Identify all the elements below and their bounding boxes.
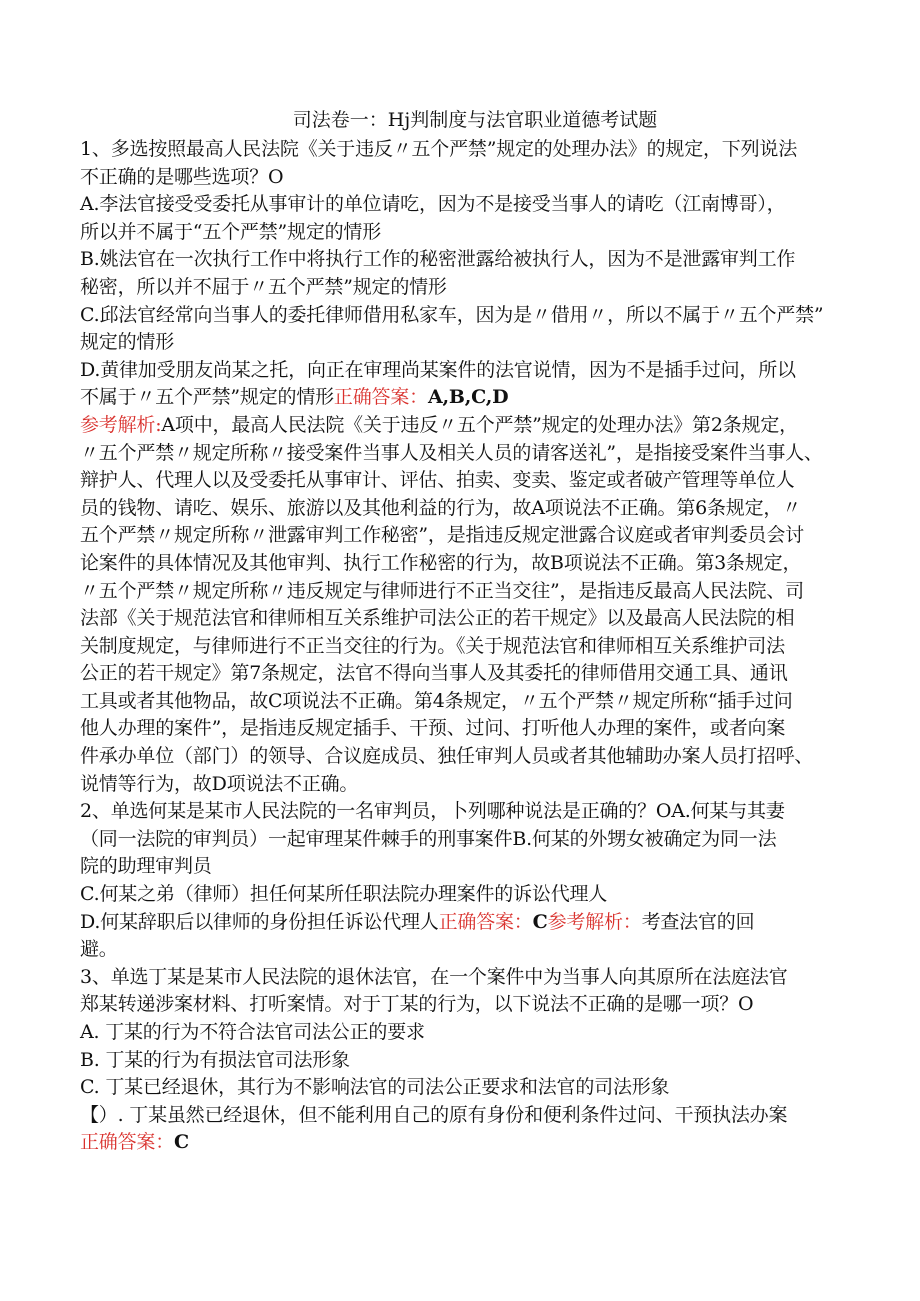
question-1-option-b-line-1: B.姚法官在一次执行工作中将执行工作的秘密泄露给被执行人，因为不是泄露审判工作	[80, 248, 796, 271]
question-1-explanation-text: A项中，最高人民法院《关于违反〃五个严禁”规定的处理办法》第2条规定，	[161, 413, 798, 436]
question-3-answer-line	[80, 1129, 850, 1157]
question-2-explanation-text: 考查法官的回	[641, 910, 755, 933]
question-1-explanation-line-2: 〃五个严禁〃规定所称〃接受案件当事人及相关人员的请客送礼”，是指接受案件当事人、	[80, 441, 823, 464]
question-1-explanation-line-7: 〃五个严禁〃规定所称〃违反规定与律师进行不正当交往”，是指违反最高人民法院、司	[80, 579, 804, 602]
question-3-option-a: A. 丁某的行为不符合法官司法公正的要求	[80, 1021, 425, 1043]
question-1-explanation-line-3: 辩护人、代理人以及受委托从事审计、评估、拍卖、变卖、鉴定或者破产管理等单位人	[80, 469, 795, 492]
question-3-option-d: 【）. 丁某虽然已经退休，但不能利用自己的原有身份和便利条件过问、干预执法办案	[80, 1103, 788, 1126]
question-1-stem-line-2: 不正确的是哪些选项？O	[80, 165, 284, 188]
question-1-explanation-line-8: 法部《关于规范法官和律师相互关系维护司法公正的若干规定》以及最高人民法院的相	[80, 607, 795, 630]
question-3-option-c: C. 丁某已经退休，其行为不影响法官的司法公正要求和法官的司法形象	[80, 1076, 670, 1099]
question-1	[80, 136, 850, 798]
question-1-explanation-label: 参考解析:	[80, 413, 162, 436]
question-1-answer: A,B,C,D	[427, 386, 509, 409]
question-1-explanation-line-5: 五个严禁〃规定所称〃泄露审判工作秘密”，是指违反规定泄露合议庭或者审判委员会讨	[80, 524, 804, 547]
question-1-option-c-line-2: 规定的情形	[80, 331, 175, 354]
question-1-explanation-line-1	[80, 412, 850, 440]
question-1-explanation-line-11: 工具或者其他物品，故C项说法不正确。第4条规定，〃五个严禁〃规定所称“插手过问	[80, 689, 793, 712]
question-2	[80, 798, 850, 964]
page-title: 司法卷一：Hj判制度与法官职业道德考试题	[292, 109, 658, 131]
question-2-option-d-line	[80, 909, 850, 937]
question-2-stem-line-1: 2、单选何某是某市人民法院的一名审判员，卜列哪种说法是正确的？OA.何某与其妻	[80, 800, 785, 823]
question-2-explanation-label: 参考解析：	[547, 910, 642, 933]
question-1-explanation-line-13: 件承办单位（部门）的领导、合议庭成员、独任审判人员或者其他辅助办案人员打招呼、	[80, 745, 814, 768]
question-1-option-d-text: 不属于〃五个严禁”规定的情形	[80, 386, 334, 409]
document-page	[80, 104, 850, 1157]
question-2-explanation-line-2: 避。	[80, 938, 118, 961]
question-2-answer: C	[532, 910, 548, 933]
question-1-explanation-line-14: 说情等行为，故D项说法不正确。	[80, 772, 359, 795]
question-3-answer: C	[174, 1131, 189, 1154]
question-1-option-b-line-2: 秘密，所以并不屈于〃五个严禁”规定的情形	[80, 275, 447, 298]
question-3-answer-label: 正确答案：	[80, 1131, 175, 1154]
question-1-explanation-line-10: 公正的若干规定》第7条规定，法官不得向当事人及其委托的律师借用交通工具、通讯	[80, 662, 788, 685]
question-3-option-b: B. 丁某的行为有损法官司法形象	[80, 1048, 350, 1071]
question-1-option-c-line-1: C.邱法官经常向当事人的委托律师借用私家车，因为是〃借用〃，所以不属于〃五个严禁”	[80, 303, 824, 326]
question-1-explanation-line-12: 他人办理的案件”，是指违反规定插手、干预、过问、打听他人办理的案件，或者向案	[80, 717, 786, 740]
question-1-option-d-line-1: D.黄律加受朋友尚某之托，向正在审理尚某案件的法官说情，因为不是插手过问，所以	[80, 358, 796, 381]
question-2-stem-line-2: （同一法院的审判员）一起审理某件棘手的刑事案件B.何某的外甥女被确定为同一法	[80, 827, 777, 850]
question-2-answer-label: 正确答案：	[438, 910, 533, 933]
question-2-option-d: D.何某辞职后以律师的身份担任诉讼代理人	[80, 910, 439, 933]
question-1-explanation-line-6: 论案件的具体情况及其他审判、执行工作秘密的行为，故B项说法不正确。第3条规定，	[80, 551, 802, 574]
question-1-option-a-line-1: A.李法官接受受委托从事审计的单位请吃，因为不是接受当事人的请吃（江南博哥），	[80, 193, 786, 216]
question-1-stem-line-1: 1、多选按照最高人民法院《关于违反〃五个严禁”规定的处理办法》的规定，下列说法	[80, 138, 798, 160]
question-1-explanation-line-4: 员的钱物、请吃、娱乐、旅游以及其他利益的行为，故A项说法不正确。第6条规定，〃	[80, 496, 802, 519]
question-1-explanation-line-9: 关制度规定，与律师进行不正当交往的行为。《关于规范法官和律师相互关系维护司法	[80, 634, 785, 657]
question-1-answer-label: 正确答案：	[333, 386, 428, 409]
question-1-option-d-line-2	[80, 384, 850, 412]
question-2-stem-line-3: 院的助理审判员	[80, 855, 212, 878]
question-3-stem-line-1: 3、单选丁某是某市人民法院的退休法官，在一个案件中为当事人向其原所在法庭法官	[80, 965, 788, 988]
question-3-stem-line-2: 郑某转递涉案材料、打听案情。对于丁某的行为，以下说法不正确的是哪一项？O	[80, 993, 754, 1016]
question-2-option-c: C.何某之弟（律师）担任何某所任职法院办理案件的诉讼代理人	[80, 883, 608, 906]
question-1-option-a-line-2: 所以并不属于“五个严禁”规定的情形	[80, 220, 382, 243]
question-3	[80, 964, 850, 1157]
